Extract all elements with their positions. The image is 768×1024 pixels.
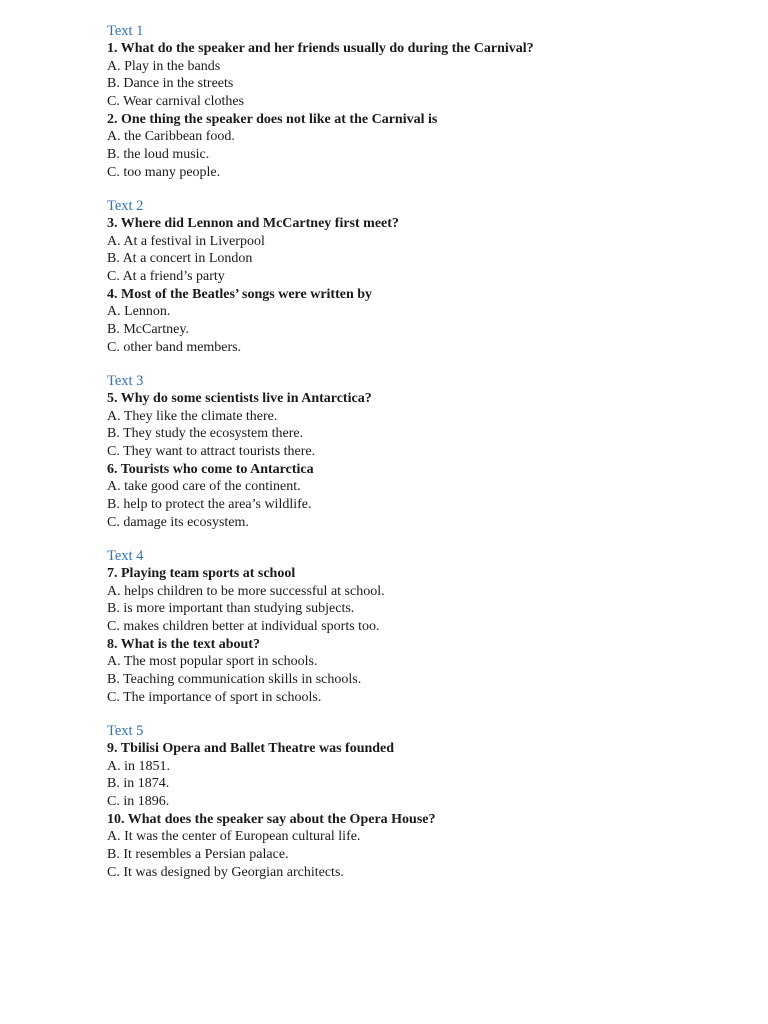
question-1: 1. What do the speaker and her friends usually do during the Carnival? [107, 41, 534, 56]
option-6b: B. help to protect the area’s wildlife. [107, 497, 312, 513]
option-5a: A. They like the climate there. [107, 408, 278, 424]
option-2b: B. the loud music. [107, 147, 210, 163]
option-4a: A. Lennon. [107, 304, 171, 320]
option-9a: A. in 1851. [107, 758, 170, 774]
option-10a: A. It was the center of European cultural life. [107, 829, 361, 845]
option-5b: B. They study the ecosystem there. [107, 426, 304, 442]
question-6: 6. Tourists who come to Antarctica [107, 461, 314, 477]
question-7: 7. Playing team sports at school [107, 566, 296, 581]
option-4b: B. McCartney. [107, 322, 189, 338]
option-7a: A. helps children to be more successful at school. [107, 583, 385, 599]
question-5: 5. Why do some scientists live in Antarctica? [107, 391, 372, 406]
option-3a: A. At a festival in Liverpool [107, 233, 265, 249]
section-text-1 [107, 22, 727, 182]
question-3: 3. Where did Lennon and McCartney first meet? [107, 216, 399, 231]
option-8b: B. Teaching communication skills in schools. [107, 672, 362, 688]
option-7b: B. is more important than studying subjects. [107, 601, 355, 617]
question-4: 4. Most of the Beatles’ songs were written by [107, 286, 373, 302]
option-2c: C. too many people. [107, 164, 221, 180]
option-5c: C. They want to attract tourists there. [107, 444, 316, 460]
option-4c: C. other band members. [107, 339, 242, 355]
option-8a: A. The most popular sport in schools. [107, 654, 318, 670]
option-3c: C. At a friend’s party [107, 269, 225, 285]
question-9: 9. Tbilisi Opera and Ballet Theatre was founded [107, 741, 395, 756]
option-1b: B. Dance in the streets [107, 76, 234, 92]
option-10c: C. It was designed by Georgian architects. [107, 864, 344, 880]
section-text-5 [107, 722, 727, 882]
section-text-3 [107, 372, 727, 532]
option-8c: C. The importance of sport in schools. [107, 689, 322, 705]
option-6a: A. take good care of the continent. [107, 479, 301, 495]
question-10: 10. What does the speaker say about the Opera House? [107, 811, 436, 827]
option-9c: C. in 1896. [107, 794, 170, 810]
section-title: Text 5 [107, 723, 144, 739]
option-3b: B. At a concert in London [107, 251, 253, 267]
section-title: Text 2 [107, 198, 144, 214]
option-2a: A. the Caribbean food. [107, 129, 235, 145]
section-title: Text 4 [107, 548, 144, 564]
section-title: Text 3 [107, 373, 144, 389]
option-1c: C. Wear carnival clothes [107, 94, 245, 110]
option-6c: C. damage its ecosystem. [107, 514, 249, 530]
option-1a: A. Play in the bands [107, 58, 221, 74]
question-8: 8. What is the text about? [107, 636, 260, 652]
option-9b: B. in 1874. [107, 776, 170, 792]
question-2: 2. One thing the speaker does not like at the Carnival is [107, 111, 438, 127]
section-title: Text 1 [107, 23, 144, 39]
worksheet [107, 22, 727, 897]
section-text-4 [107, 547, 727, 707]
option-10b: B. It resembles a Persian palace. [107, 847, 289, 863]
option-7c: C. makes children better at individual sports too. [107, 619, 380, 635]
section-text-2 [107, 197, 727, 357]
